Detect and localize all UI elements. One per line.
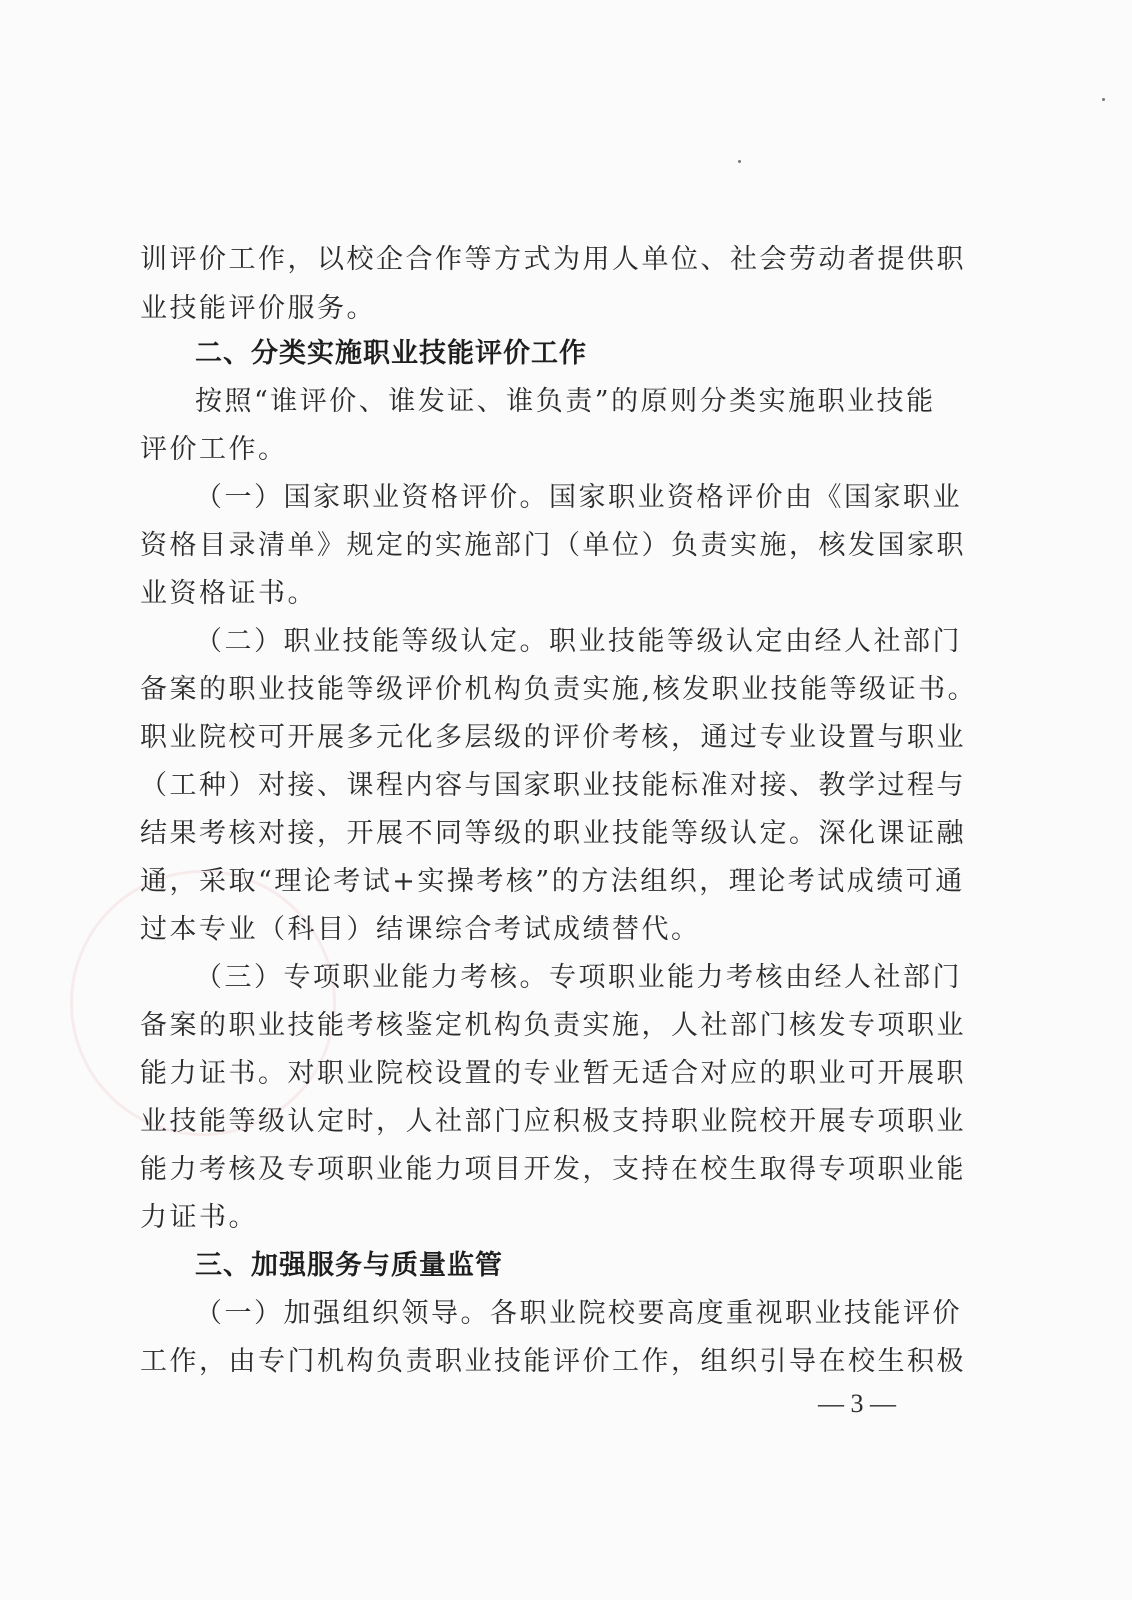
text-line: 过本专业（科目）结课综合考试成绩替代。 bbox=[140, 914, 701, 945]
faded-seal-stamp bbox=[70, 870, 336, 1136]
text-line: 业技能评价服务。 bbox=[140, 293, 376, 324]
text-line: 力证书。 bbox=[140, 1202, 258, 1233]
text-line: （二）职业技能等级认定。职业技能等级认定由经人社部门 bbox=[195, 626, 962, 657]
text-line: 评价工作。 bbox=[140, 434, 288, 465]
text-line: 训评价工作，以校企合作等方式为用人单位、社会劳动者提供职 bbox=[140, 244, 966, 275]
page-number: — 3 — bbox=[818, 1389, 896, 1418]
text-line: 按照“谁评价、谁发证、谁负责”的原则分类实施职业技能 bbox=[195, 386, 936, 417]
text-line: 工作，由专门机构负责职业技能评价工作，组织引导在校生积极 bbox=[140, 1346, 966, 1377]
text-line: 备案的职业技能等级评价机构负责实施,核发职业技能等级证书。 bbox=[140, 674, 978, 705]
text-line: 备案的职业技能考核鉴定机构负责实施，人社部门核发专项职业 bbox=[140, 1010, 966, 1041]
text-line: 业技能等级认定时，人社部门应积极支持职业院校开展专项职业 bbox=[140, 1106, 966, 1137]
text-line: （三）专项职业能力考核。专项职业能力考核由经人社部门 bbox=[195, 962, 962, 993]
scan-speck bbox=[1102, 98, 1105, 101]
text-line: 职业院校可开展多元化多层级的评价考核，通过专业设置与职业 bbox=[140, 722, 966, 753]
text-line: 业资格证书。 bbox=[140, 578, 317, 609]
text-line: 能力证书。对职业院校设置的专业暂无适合对应的职业可开展职 bbox=[140, 1058, 966, 1089]
scan-speck bbox=[738, 160, 741, 163]
section-heading: 三、加强服务与质量监管 bbox=[195, 1250, 503, 1281]
text-line: （一）加强组织领导。各职业院校要高度重视职业技能评价 bbox=[195, 1298, 962, 1329]
text-line: （一）国家职业资格评价。国家职业资格评价由《国家职业 bbox=[195, 482, 962, 513]
section-heading: 二、分类实施职业技能评价工作 bbox=[195, 338, 587, 369]
text-line: 资格目录清单》规定的实施部门（单位）负责实施，核发国家职 bbox=[140, 530, 966, 561]
text-line: 能力考核及专项职业能力项目开发，支持在校生取得专项职业能 bbox=[140, 1154, 966, 1185]
text-line: 通，采取“理论考试+实操考核”的方法组织，理论考试成绩可通 bbox=[140, 866, 965, 897]
text-line: （工种）对接、课程内容与国家职业技能标准对接、教学过程与 bbox=[140, 770, 966, 801]
text-line: 结果考核对接，开展不同等级的职业技能等级认定。深化课证融 bbox=[140, 818, 966, 849]
